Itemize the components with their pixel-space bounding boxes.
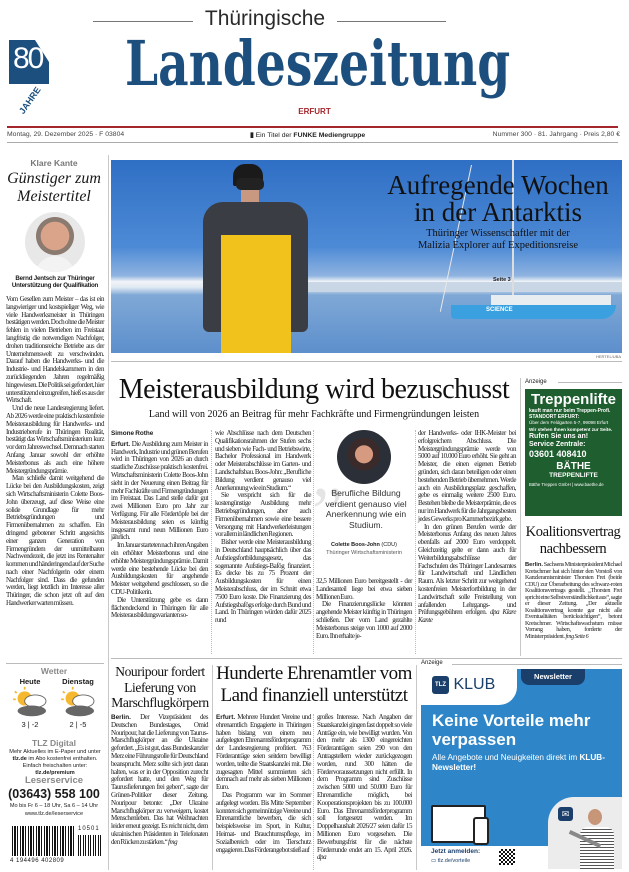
- quote-attribution: Colette Boos-John (CDU): [330, 542, 397, 548]
- masthead-top-rule-right: [337, 21, 446, 22]
- quote-photo: [337, 430, 391, 484]
- klub-photo: [548, 797, 622, 869]
- commentary-kicker: Klare Kante: [30, 158, 78, 168]
- leserservice-hours: Mo bis Fr 6 – 18 Uhr, Sa 6 – 14 Uhr: [9, 803, 99, 809]
- quote-mark-icon: ”: [312, 474, 344, 551]
- edition-label: ERFURT: [298, 107, 331, 116]
- baethe-logo: BÄTHE TREPPENLIFTE: [549, 460, 598, 479]
- hero-subtitle: Thüringer Wissenschaftler mit der Malizia Explorer auf Expeditionsreise: [417, 228, 579, 251]
- column-divider: [416, 665, 417, 870]
- ad-phone: 03601 408410: [529, 448, 587, 459]
- lead-author: Simone Rothe: [111, 430, 154, 437]
- publisher-line: ▮ Ein Titel der FUNKE Mediengruppe: [250, 132, 366, 139]
- masthead-top-rule-left: [93, 21, 193, 22]
- ad-label: Anzeige: [525, 379, 547, 385]
- hero-photo-credit: HERTEL/UBA: [595, 354, 621, 359]
- column-divider: [415, 430, 416, 654]
- volunteers-column-2: großes Interesse. Nach Angaben der Staatskanzlei gingen fast doppelt so viele Anträge ein, wie bewilligt wurden. Von den mehr als 1300 eingereichten Förderanträgen seien 290 von den Antragstellern wieder zurückgezogen worden, rund 300 hätten die Fördervoraussetzungen nicht erfüllt. In dem Programm sind Zuschüsse zwischen 5000 und 50.000 Euro für Ehrenamtliche möglich, bei Kooperationsprojekten bis zu 100.000 Euro. Das Ehrenamtsförderprogramm soll fortgesetzt werden. Im Doppelhaushalt 2026/27 seien dafür 15 Millionen Euro vorgesehen. Die Bewerbungsfrist für die nächste Förderrunde endet am 15. April 2026. dpa: [317, 713, 412, 862]
- weather-day-tuesday: Dienstag 2 | -5: [54, 677, 102, 733]
- coalition-headline: Koalitionsvertrag nachbessern: [525, 524, 621, 557]
- lead-headline: Meisterausbildung wird bezuschusst: [118, 374, 510, 405]
- klub-url[interactable]: ▭ tlz.de/vorteile: [431, 858, 471, 864]
- lead-right-divider: [520, 378, 521, 656]
- commentary-author-photo: [25, 212, 85, 272]
- nouripour-body: Berlin. Der Vizepräsident des Deutschen Bundestages, Omid Nouripour, hat die Lieferung von Taurus-Marschflugkörper an die Ukraine gefordert. „Es ist gut, dass Bundeskanzler Merz eine Führungsrolle für Deutschland beansprucht. Merz sollte sich jetzt daran halten, was er in der Opposition zurecht gefordert hatte, und den Weg für Taurusfieferungen frei geben“, sagte der Grünen-Politiker dieser Zeitung. Nouripour betonte: „Der Ukraine Marschflugkörper zu verweigern, kostet Menschenleben. Das hat Weihnachten leider erneut gezeigt. Es reicht nicht, dem ukrainischen Präsidenten in Telefonaten den Rücken zu stärken.“ fmg: [111, 713, 208, 846]
- issue-info: Nummer 300 · 81. Jahrgang · Preis 2,80 €: [492, 131, 620, 138]
- ad-label: Anzeige: [421, 660, 443, 666]
- barcode: 10501 4 194496 402809: [10, 826, 102, 866]
- newsletter-tag: Newsletter: [521, 669, 585, 685]
- lower-section-rule: [111, 658, 622, 659]
- partly-cloudy-icon: [6, 686, 54, 718]
- anniversary-logo: 80 JAHRE: [9, 40, 59, 112]
- masthead-title-top: Thüringische: [204, 7, 326, 30]
- lead-column-3: 32,5 Millionen Euro bereitgestellt - der Landesanteil liege bei etwa sieben Millionen Euro. Die Finanzierungslücke könnten angehende Meister künftig in Thüringen schließen. Der vom Land gezahlte Meisterbonus steige von 1000 auf 2000 Euro. Ihn erhalte je-: [316, 577, 412, 640]
- weather-day-today: Heute 3 | -2: [6, 677, 54, 733]
- commentary-title: Günstiger zum Meistertitel: [7, 170, 101, 205]
- tlz-klub-ad[interactable]: [421, 669, 622, 869]
- masthead-title: Landeszeitung: [125, 27, 511, 100]
- quote-box: [312, 430, 412, 568]
- volunteers-column-1: Erfurt. Mehrere Hundert Vereine und ehrenamtlich Engagierte in Thüringen haben bislang von einem neu aufgelegten Ehrenamtsförderprogramm der Landesregierung profitiert. 763 Förderanträge seien seitdem bewilligt worden, teilte die Staatskanzlei mit. Die zugesagten Mittel summierten sich demnach auf mehr als sieben Millionen Euro. Das Programm war im Sommer aufgelegt worden. Bis Mitte September konnten sich gemeinnützige Vereine und Ehrenamtliche bewerben, die sich beispielsweise im Sport, in Kultur, Heimat- und Brauchtumspflege, im Sozialbereich oder im Tierschutz engagieren. Das Förderangebot stieß auf: [216, 713, 311, 854]
- qr-code: [499, 849, 515, 865]
- hero-title: Aufregende Wochen in der Antarktis: [387, 170, 609, 227]
- leserservice-url[interactable]: www.tlz.de/leserservice: [24, 811, 84, 817]
- quote-role: Thüringer Wirtschaftsministerin: [326, 550, 402, 556]
- hero-person: [203, 160, 313, 353]
- commentary-body: Vom Gesellen zum Meister – das ist ein langwieriger und kostspieliger Weg, wie viele Handwerksmeister in Thüringen bestätigen werden. Doch ohne die Meister fehlen in vielen Betrieben im Freistaat langfristig die notwendigen Nachfolger, drohen traditionsreiche Betriebe aus der Unternehmenswelt zu verschwinden. Darauf haben die Handwerks- und die Industrie- und Handelskammern in den zurückliegenden Jahren regelmäßig hingewiesen. Die Politik sei gefordert, hier unterstützend einzugreifen, hieß es aus der Wirtschaft. Und die neue Landesregierung liefert. Ab 2026 werde eine praktisch kostenfreie Meisterausbildung für Handwerks- und Industrieberufe in Thüringen Realität, bestätigt das Wirtschaftsministerium kurz vor dem Jahreswechsel. Demnach starten Anfang Januar sowohl der erhöhte Meisterbonus als auch eine höhere Meistergründungsprämie. Man schließe damit weitgehend die Lücke bei den Ausbildungskosten, zeigt sich Wirtschaftsministerin Colette Boos-John überzeugt, auf diese Weise eine solide Grundlage für mehr Betriebsgründungen und Firmenübernahmen zu schaffen. Ein dringend gebotener Schritt angesichts einer ganzen Generation von Firmengründern der unmittelbaren Nachwendezeit, die jetzt ins Rentenalter kommen und händeringend auf der Suche nach einer Nachfolgerin oder einem Nachfolger sind. Dass die gefunden werden, liegt letztlich im Interesse aller Thüringer, die schon jetzt oft auf den Handwerker warten müssen.: [6, 295, 104, 608]
- lead-column-4: der Handwerks- oder IHK-Meister bei erfolgreichem Abschluss. Die Meistergründungsprämie werde von 5000 auf 10.000 Euro erhöht. Sie geht an Meister, die einen eigenen Betrieb gründen, sich daran beteiligen oder einen bestehenden Betrieb übernehmen. Werde auch ein Ausbildungsplatz geschaffen, gebe es einmalig weitere 2500 Euro. Bestehen bleibe die Meisterprämie, die es nur im Handwerk für die Jahrgangsbesten jedes Gewerks pro Kammerbezirk gebe. In den grünen Berufen werde der Meisterbonus Anfang des neuen Jahres ebenfalls auf 2000 Euro verdoppelt. Gleichzeitig gelte er dann auch für Weiterbildungsabschlüsse der Fachschulen des Thüringer Landesamtes für Landwirtschaft und Ländlichen Raum. Als letzter Schritt zur weitgehend kostenfreien Meisterfortbildung in der Landwirtschaft solle Freistellung von anfallenden Lehrgangs- und Prüfungsgebühren erfolgen. dpa Klare Kante: [418, 429, 516, 625]
- hero-boat: SCIENCE: [451, 160, 621, 353]
- coalition-body: Berlin. Sachsens Ministerpräsident Michael Kretschmer hat sich hinter den Vorstoß von Kanzleramtsminister Thorsten Frei (beide CDU) zur Überarbeitung des schwarz-roten Koalitionsvertrags gestellt. „Thorsten Frei spricht eine Selbstverständlichkeit aus“, sagte er dieser Zeitung. „Der aktuelle Koalitionsvertrag konnte gar nicht alle Eventualitäten berücksichtigen“, betont Kretschmer. Wirtschaftswachstum müsse Vorrang haben, forderte der Ministerpräsident. fmg Seite 6: [525, 561, 623, 640]
- commentary-caption: Bernd Jentsch zur Thüringer Unterstützung der Qualifikation: [11, 275, 99, 290]
- column-divider: [211, 430, 212, 654]
- laptop-icon: ▭: [431, 858, 437, 864]
- lead-column-2: wie Abschlüsse nach dem Deutschen Qualifikationsrahmen der Stufen sechs und sieben wie Fach- und Betriebswirte, Bachelor Professional im Handwerk oder Meisterabschlüsse im Garten- und Landschaftsbau. Boos-John: „Berufliche Bildung verdient genauso viel Anerkennung wie ein Studium.“ Sie verspricht sich für die kostengünstige Ausbildung mehr Betriebsgründungen, aber auch Firmenübernahmen sowie eine bessere Versorgung mit Handwerkerleistungen vor allem in ländlichen Regionen. Bisher werde eine Meisterausbildung in Deutschland hauptsächlich über das Aufstiegsfortbildungsgesetz, das sogenannte Aufstiegs-Bafög finanziert. Es decke bis zu 75 Prozent der Ausbildungskosten für einen Meisterabschluss, der im Schnitt etwa 7500 Euro koste. Die Finanzierung des Aufstiegsbafögs erfolge durch Bund und Land. In Thüringen würden dafür 2025 rund: [215, 429, 311, 625]
- hero-bottom-rule: [111, 361, 622, 362]
- klub-logo: TLZ KLUB: [421, 669, 517, 705]
- mail-icon: ✉: [558, 807, 573, 821]
- klub-subline: Alle Angebote und Neuigkeiten direkt im KLUB-Newsletter!: [432, 753, 605, 772]
- tlz-digital-text: Mehr Aktuelles im E-Paper und unter tlz.de im Abo kostenfrei enthalten. Einfach freischalten unter: tlz.de/premium: [9, 749, 101, 776]
- treppenlifte-ad[interactable]: Treppenlifte kauft man nur beim Treppen-Profi. STANDORT ERFURT: Über dem Feldgarten 5-7, 99098 Erfurt Wir stehen Ihnen kompetent zur Seite. Rufen Sie uns an! Service Zentrale: 03601 408410 BÄTHE TREPPENLIFTE Bäthe Treppen GmbH | www.baethe.de: [525, 389, 622, 516]
- klub-cta: Jetzt anmelden:: [431, 848, 481, 855]
- weather-title: Wetter: [40, 666, 68, 676]
- column-divider: [313, 714, 314, 870]
- ad-label-rule: [558, 382, 622, 383]
- volunteers-headline: Hunderte Ehrenamtler vom Land finanziell unterstützt: [216, 663, 412, 706]
- leserservice-title: Leserservice: [24, 775, 84, 786]
- nouripour-headline: Nouripour fordert Lieferung von Marschflugkörpern: [111, 664, 209, 710]
- klub-headline: Keine Vorteile mehr verpassen: [432, 711, 591, 749]
- tlz-link[interactable]: tlz.de: [12, 756, 27, 762]
- partly-cloudy-icon: [54, 686, 102, 718]
- masthead-red-rule: [7, 126, 618, 128]
- quote-text: Berufliche Bildung verdient genauso viel Anerkennung wie ein Studium.: [325, 488, 407, 530]
- leserservice-phone: (03643) 558 100: [8, 787, 100, 801]
- hero-page-ref[interactable]: Seite 3: [493, 277, 511, 283]
- hero-image: [111, 160, 622, 353]
- lead-subheadline: Land will von 2026 an Beitrag für mehr Fachkräfte und Firmengründungen leisten: [148, 409, 480, 420]
- ad-label-rule: [452, 664, 622, 665]
- funke-icon: ▮: [250, 132, 254, 139]
- left-weather-rule: [6, 663, 104, 664]
- left-column-divider: [108, 155, 109, 870]
- date-line: Montag, 29. Dezember 2025 · F 03804: [7, 131, 125, 138]
- masthead-bottom-rule: [7, 142, 618, 143]
- tlz-digital-title: TLZ Digital: [32, 738, 76, 748]
- tlz-premium-link[interactable]: tlz.de/premium: [35, 770, 75, 776]
- lead-column-1: Simone Rothe Erfurt. Die Ausbildung zum Meister in Handwerk, Industrie und grünen Berufen wird in Thüringen von 2026 an durch staatliche Zuschüsse praktisch kostenfrei. Wirtschaftsministerin Colette Boos-John sieht in der Neuerung einen Beitrag für mehr Fachkräfte und Firmengründungen im Freistaat. Das Land stelle dafür gut zwei Millionen Euro pro Jahr zur Verfügung. Für alle Fördertöpfe bei der Meisterausbildung seien es künftig insgesamt rund neun Millionen Euro jährlich. Im Januar starteten nach ihren Angaben ein erhöhter Meisterbonus und eine erhöhte Meistergründungsprämie. Damit werde eine bestehende Lücke bei den Ausbildungskosten für angehende Meister weitgehend geschlossen, so die CDU-Politikerin. Die Unterstützung gebe es dann flächendeckend in Thüringen für alle Meisterausbildungsvarianten so-: [111, 430, 208, 620]
